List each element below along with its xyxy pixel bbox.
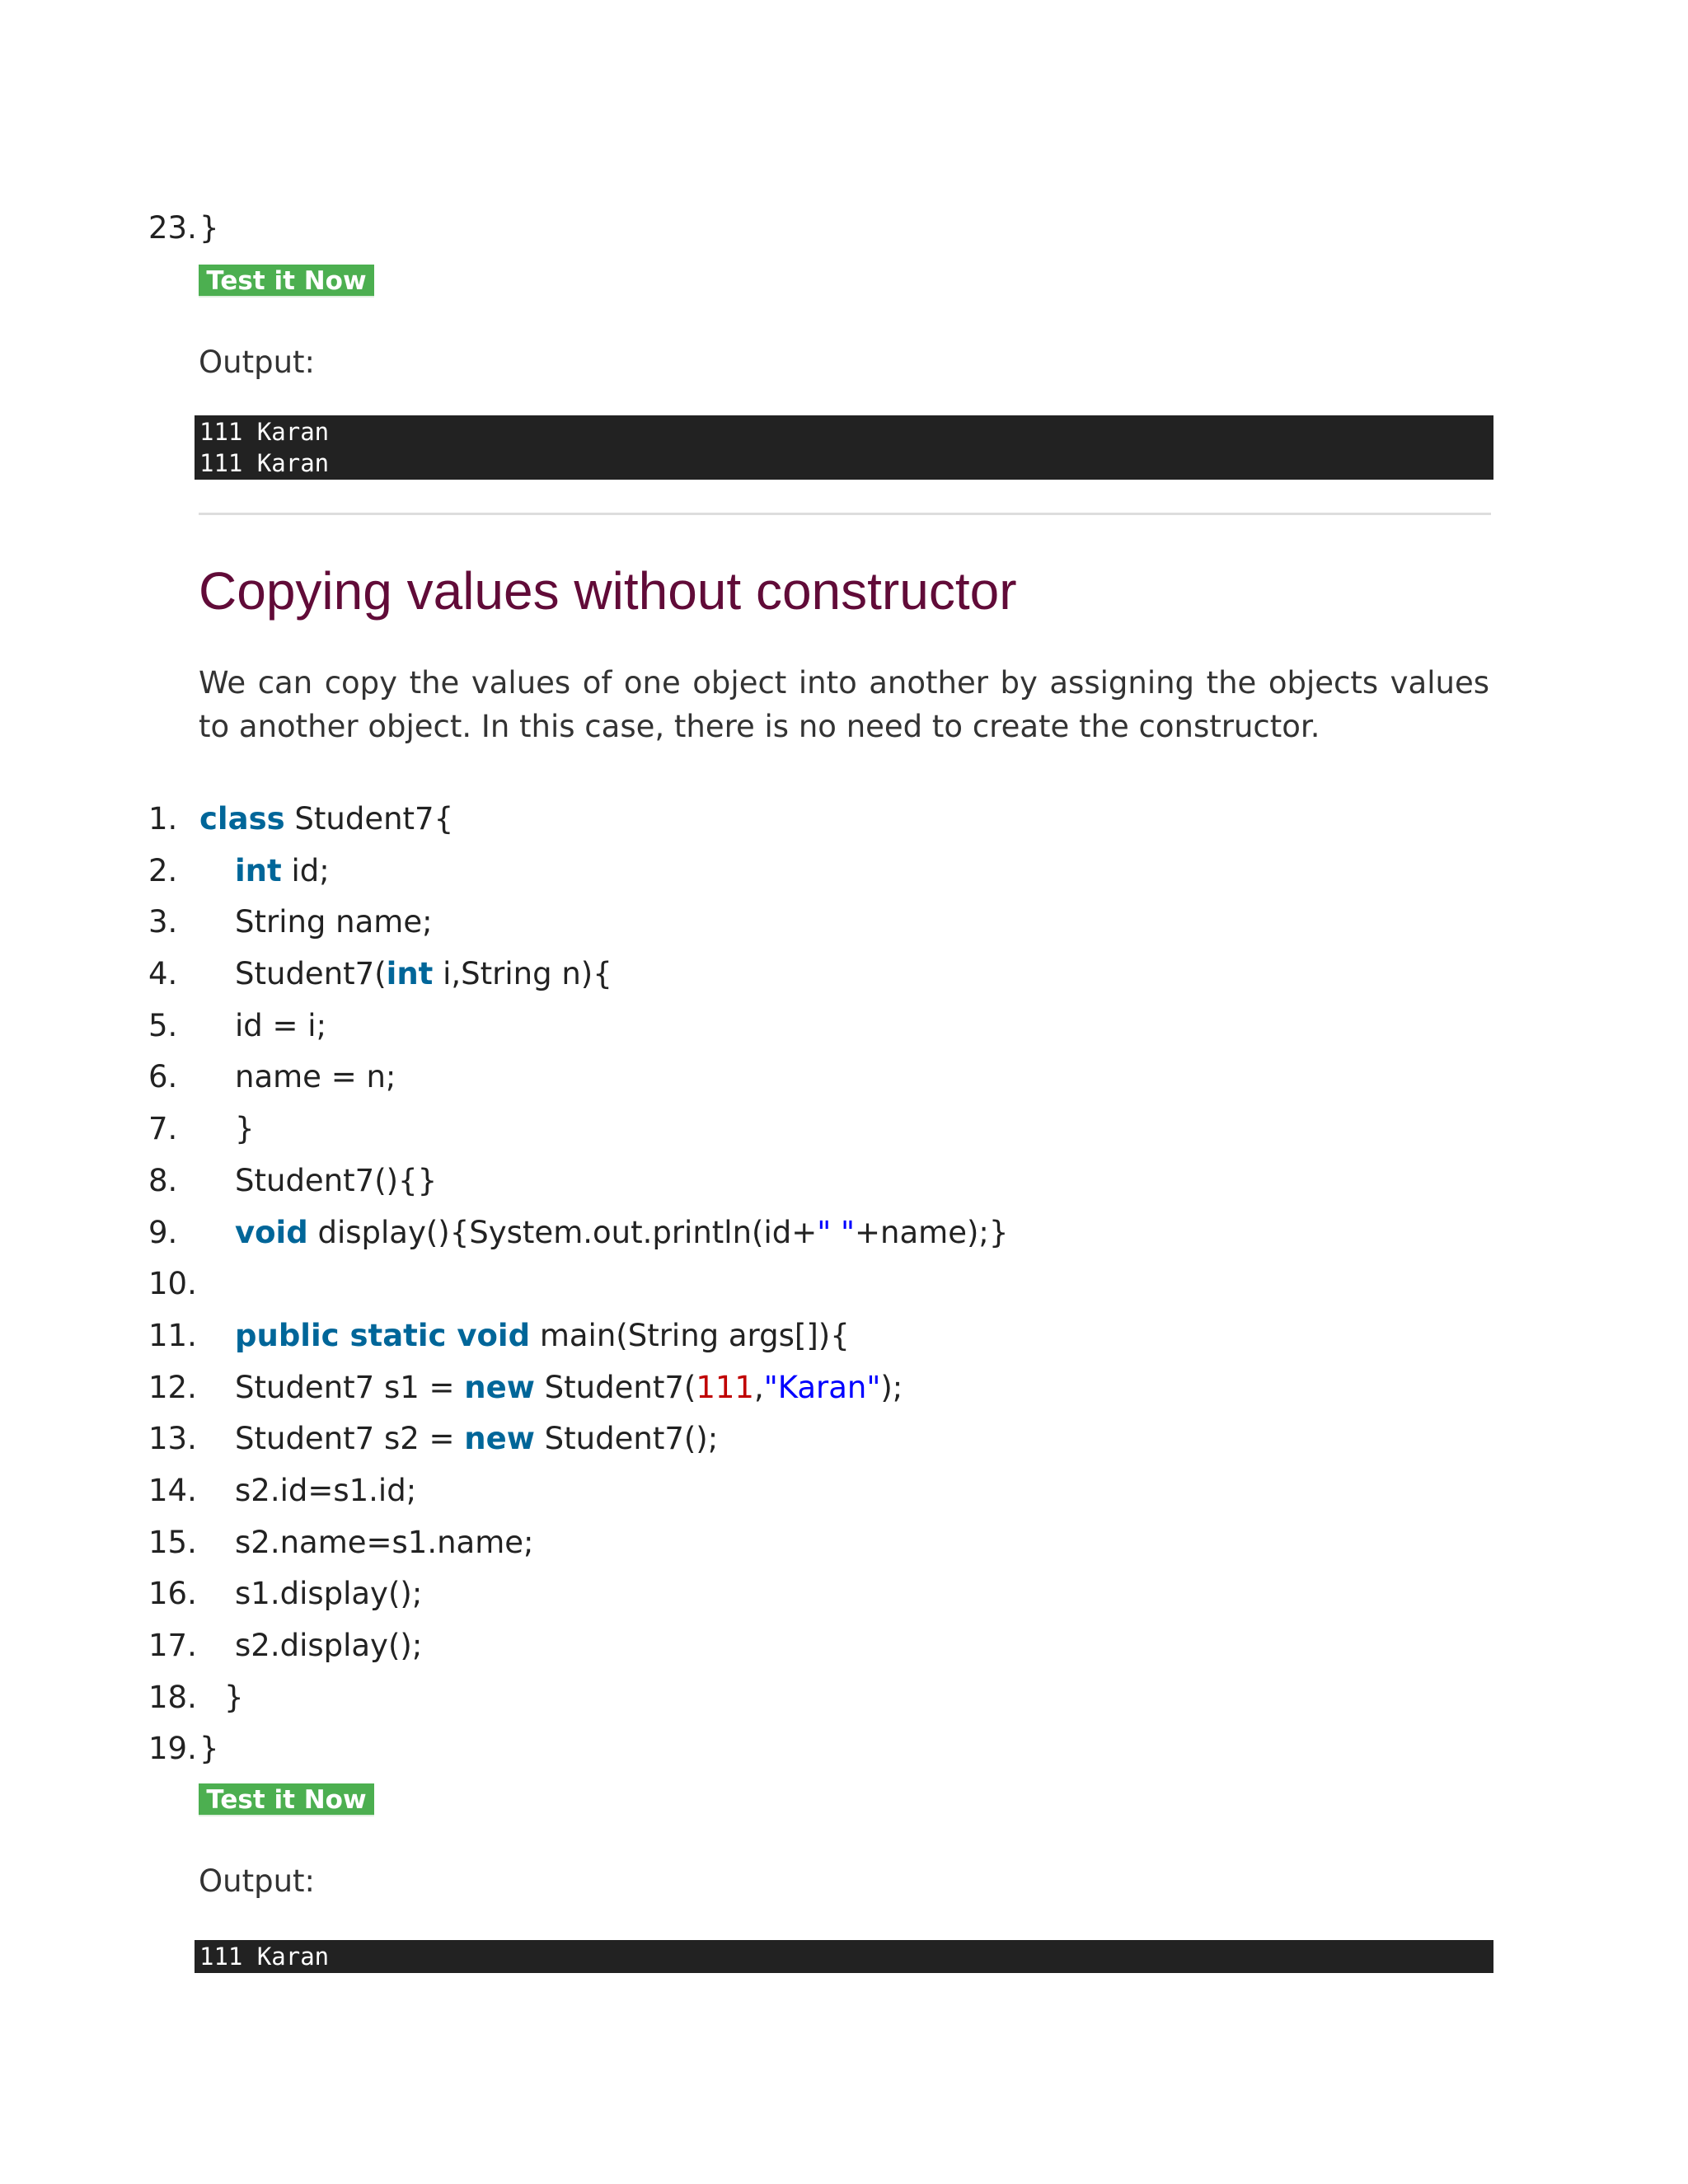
test-it-now-button[interactable]: Test it Now — [199, 265, 374, 298]
line-number: 23. — [148, 210, 197, 246]
keyword: public static void — [235, 1317, 531, 1353]
code-text: id; — [281, 852, 330, 888]
line-number: 8. — [148, 1162, 178, 1198]
line-number: 14. — [148, 1472, 197, 1508]
code-text: name = n; — [235, 1059, 396, 1095]
keyword: new — [464, 1369, 535, 1405]
line-number: 18. — [148, 1679, 197, 1715]
code-line — [148, 1620, 1008, 1672]
keyword: int — [235, 852, 282, 888]
line-number: 6. — [148, 1059, 178, 1095]
line-number: 3. — [148, 904, 178, 940]
code-text: main(String args[]){ — [530, 1317, 850, 1353]
code-line — [148, 1310, 1008, 1362]
line-number: 19. — [148, 1731, 197, 1767]
string-literal: "Karan" — [763, 1369, 881, 1405]
code-line — [148, 794, 1008, 846]
line-number: 4. — [148, 956, 178, 992]
code-line — [148, 1104, 1008, 1155]
code-line — [148, 1413, 1008, 1465]
line-number: 10. — [148, 1266, 197, 1302]
code-text: Student7{ — [284, 801, 454, 837]
code-line — [148, 1052, 1008, 1104]
code-text: Student7( — [534, 1369, 696, 1405]
code-text: Student7 s2 = — [235, 1421, 465, 1457]
line-number: 5. — [148, 1007, 178, 1043]
output-console — [195, 1940, 1493, 1973]
keyword: class — [199, 801, 285, 837]
line-number: 11. — [148, 1317, 197, 1353]
code-text: ); — [880, 1369, 903, 1405]
code-line — [148, 208, 219, 249]
string-literal: " " — [817, 1214, 856, 1250]
code-text: Student7( — [235, 956, 387, 992]
output-label: Output: — [199, 1863, 315, 1899]
code-text: s2.id=s1.id; — [235, 1472, 417, 1508]
code-line — [148, 1362, 1008, 1414]
code-text: } — [235, 1111, 255, 1147]
output-line: 111 Karan — [199, 418, 330, 446]
code-line — [148, 846, 1008, 898]
code-text: } — [199, 1731, 219, 1767]
line-number: 16. — [148, 1576, 197, 1612]
code-text: s2.display(); — [235, 1628, 423, 1663]
code-text: } — [224, 1679, 244, 1715]
code-line — [148, 1258, 1008, 1310]
section-divider — [199, 513, 1491, 515]
code-line — [148, 1672, 1008, 1724]
code-line — [148, 1155, 1008, 1207]
code-line — [148, 1723, 1008, 1775]
number-literal: 111 — [696, 1369, 754, 1405]
output-line: 111 Karan — [199, 449, 330, 477]
code-text: Student7(){} — [235, 1162, 438, 1198]
output-line: 111 Karan — [199, 1943, 330, 1971]
code-line — [148, 1001, 1008, 1052]
code-text: +name);} — [855, 1214, 1009, 1250]
code-line — [148, 1568, 1008, 1620]
code-text: s1.display(); — [235, 1576, 423, 1612]
code-line — [148, 1465, 1008, 1517]
test-it-now-button[interactable]: Test it Now — [199, 1783, 374, 1816]
code-line — [148, 1517, 1008, 1569]
code-text: s2.name=s1.name; — [235, 1524, 534, 1560]
line-number: 12. — [148, 1369, 197, 1405]
output-console — [195, 415, 1493, 480]
code-text: , — [753, 1369, 764, 1405]
code-text: display(){System.out.println(id+ — [307, 1214, 818, 1250]
code-text: } — [199, 210, 219, 246]
code-text: Student7 s1 = — [235, 1369, 465, 1405]
code-line — [148, 949, 1008, 1001]
line-number: 17. — [148, 1628, 197, 1663]
code-text: i,String n){ — [433, 956, 612, 992]
code-line — [148, 1207, 1008, 1259]
line-number: 9. — [148, 1214, 178, 1250]
output-label: Output: — [199, 344, 315, 380]
line-number: 2. — [148, 852, 178, 888]
line-number: 13. — [148, 1421, 197, 1457]
section-heading: Copying values without constructor — [199, 561, 1017, 621]
line-number: 1. — [148, 801, 178, 837]
keyword: void — [235, 1214, 308, 1250]
line-number: 7. — [148, 1111, 178, 1147]
code-listing — [148, 794, 1008, 1775]
code-line — [148, 897, 1008, 949]
code-text: Student7(); — [534, 1421, 719, 1457]
section-paragraph: We can copy the values of one object into another by assigning the objects values to another object. In this case, there is no need to create the constructor. — [199, 665, 1489, 744]
keyword: int — [386, 956, 434, 992]
code-text: id = i; — [235, 1007, 327, 1043]
keyword: new — [464, 1421, 535, 1457]
line-number: 15. — [148, 1524, 197, 1560]
code-text: String name; — [235, 904, 433, 940]
